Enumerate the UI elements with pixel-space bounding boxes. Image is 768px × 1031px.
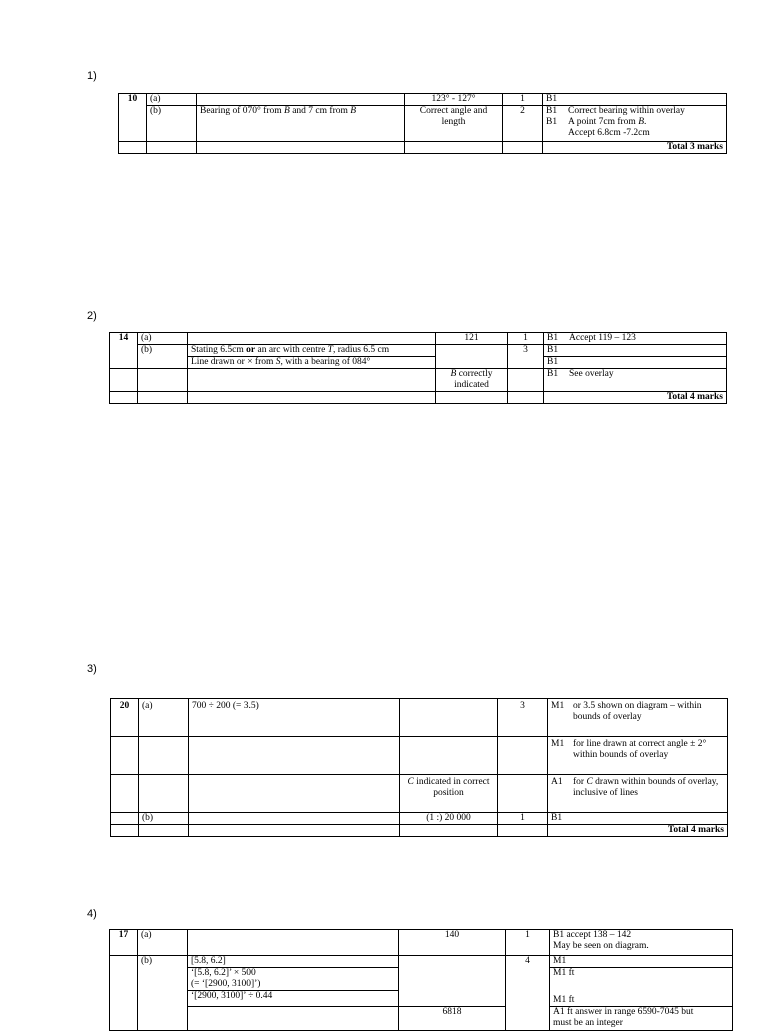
note-text: must be an integer — [553, 1017, 623, 1028]
point-label-s: S — [275, 356, 281, 367]
empty-cell — [188, 1006, 399, 1030]
mark-code: B1 — [547, 345, 559, 355]
empty-cell — [111, 775, 139, 813]
point-label-b: B — [350, 105, 357, 116]
point-label-c: C — [586, 777, 593, 787]
notes-cell — [548, 775, 728, 813]
mark-cell — [508, 356, 544, 368]
notes-cell — [548, 737, 728, 775]
note-text: A1 ft answer in range 6590-7045 but — [553, 1006, 694, 1017]
mark-scheme-table-4 — [109, 929, 733, 1031]
empty-cell — [147, 141, 197, 153]
mark-scheme-table-3 — [110, 698, 728, 837]
empty-cell — [110, 956, 138, 968]
empty-cell — [197, 141, 405, 153]
part-label: (b) — [147, 105, 197, 141]
empty-cell — [399, 990, 506, 1006]
mark-code: B1 — [546, 116, 558, 127]
point-label-b: B — [284, 105, 290, 116]
empty-cell — [138, 967, 188, 990]
empty-cell — [138, 1006, 188, 1030]
working-text: ‘[5.8, 6.2]’ × 500 — [191, 967, 256, 978]
notes-cell: M1 — [550, 956, 733, 968]
answer-cell — [400, 699, 498, 737]
mark-scheme-table-2 — [109, 332, 727, 404]
notes-cell — [544, 345, 727, 357]
note-text: Accept 119 – 123 — [569, 333, 636, 343]
answer-cell: 140 — [399, 930, 506, 956]
answer-cell: 6818 — [399, 1006, 506, 1030]
empty-cell — [111, 737, 139, 775]
working-cell — [197, 94, 405, 106]
answer-cell: Correct angle and length — [405, 105, 503, 141]
empty-cell — [110, 1006, 138, 1030]
mark-code: B1 — [546, 94, 558, 104]
working-text: an arc with centre — [255, 345, 328, 355]
total-marks: Total 4 marks — [544, 391, 727, 403]
empty-cell — [139, 737, 189, 775]
mark-code: B1 — [547, 368, 559, 379]
empty-cell — [138, 990, 188, 1006]
question-number-cell — [110, 345, 138, 357]
empty-cell — [436, 391, 508, 403]
empty-cell — [110, 368, 138, 391]
empty-cell — [110, 967, 138, 990]
total-marks: Total 4 marks — [548, 825, 728, 837]
question-number-cell — [119, 105, 147, 141]
note-text: A point 7cm from — [568, 116, 639, 127]
note-text: M1 ft — [553, 994, 575, 1005]
notes-cell — [543, 105, 727, 141]
working-text: Stating 6.5cm — [191, 345, 247, 355]
empty-cell — [110, 391, 138, 403]
empty-cell — [189, 825, 400, 837]
question-label-4: 4) — [87, 908, 97, 920]
empty-cell — [189, 775, 400, 813]
empty-cell — [139, 775, 189, 813]
mark-cell: 3 — [508, 345, 544, 357]
empty-cell — [508, 391, 544, 403]
working-text: Bearing of 070° from — [200, 105, 285, 116]
answer-cell: 123° - 127° — [405, 94, 503, 106]
working-cell — [188, 930, 399, 956]
empty-cell — [506, 967, 550, 990]
empty-cell — [405, 141, 503, 153]
empty-cell — [111, 825, 139, 837]
note-text: Correct bearing within overlay — [568, 105, 685, 116]
notes-cell — [548, 699, 728, 737]
note-text: for — [573, 777, 587, 787]
answer-text: correctly indicated — [454, 368, 493, 390]
notes-cell — [550, 1006, 733, 1030]
mark-code: A1 — [551, 777, 563, 787]
empty-cell — [498, 825, 548, 837]
note-text — [573, 777, 724, 799]
mark-cell: 1 — [503, 94, 543, 106]
part-label: (a) — [139, 699, 189, 737]
point-label-t: T — [327, 345, 333, 355]
notes-cell — [548, 813, 728, 825]
working-text: Line drawn or × from — [191, 356, 276, 367]
notes-cell — [550, 990, 733, 1006]
mark-code: B1 — [547, 333, 559, 343]
point-label-c: C — [407, 777, 414, 787]
notes-cell — [544, 368, 727, 391]
empty-cell — [506, 1006, 550, 1030]
empty-cell — [188, 368, 436, 391]
working-cell — [188, 333, 436, 345]
part-label: (b) — [139, 813, 189, 825]
total-marks: Total 3 marks — [543, 141, 727, 153]
mark-cell: 1 — [506, 930, 550, 956]
question-number-cell — [110, 356, 138, 368]
answer-cell — [436, 356, 508, 368]
answer-cell: (1 :) 20 000 — [400, 813, 498, 825]
note-text: B1 accept 138 – 142 — [553, 930, 632, 940]
question-label-3: 3) — [87, 663, 97, 675]
question-number: 17 — [110, 930, 138, 956]
empty-cell — [111, 813, 139, 825]
note-text: Accept 6.8cm -7.2cm — [568, 127, 650, 138]
working-cell — [188, 345, 436, 357]
mark-code: B1 — [546, 105, 558, 116]
note-text: See overlay — [569, 368, 614, 379]
note-text: May be seen on diagram. — [553, 940, 649, 951]
empty-cell — [110, 990, 138, 1006]
mark-cell: 3 — [498, 699, 548, 737]
empty-cell — [189, 737, 400, 775]
question-number: 20 — [111, 699, 139, 737]
working-cell: ‘[2900, 3100]’ ÷ 0.44 — [188, 990, 399, 1006]
part-label-cell — [138, 356, 188, 368]
empty-cell — [400, 825, 498, 837]
mark-cell: 1 — [508, 333, 544, 345]
mark-code: B1 — [551, 813, 563, 823]
empty-cell — [399, 967, 506, 990]
empty-cell — [506, 990, 550, 1006]
working-text: , with a bearing of 084° — [280, 356, 371, 367]
part-label: (a) — [138, 930, 188, 956]
point-label-b: B — [450, 368, 457, 379]
question-label-2: 2) — [87, 310, 97, 322]
part-label: (a) — [138, 333, 188, 345]
empty-cell — [400, 737, 498, 775]
note-text: or 3.5 shown on diagram – within bounds of overlay — [573, 701, 702, 722]
notes-cell — [543, 94, 727, 106]
part-label: (b) — [138, 345, 188, 357]
empty-cell — [138, 368, 188, 391]
empty-cell — [498, 737, 548, 775]
answer-cell — [436, 345, 508, 357]
mark-scheme-table-1 — [118, 93, 727, 154]
point-label-b: B — [638, 116, 645, 127]
working-cell — [188, 967, 399, 990]
notes-cell — [550, 930, 733, 956]
note-text: for line drawn at correct angle ± 2° within bounds of overlay — [573, 739, 707, 760]
working-cell — [188, 356, 436, 368]
answer-cell — [436, 368, 508, 391]
part-label: (a) — [147, 94, 197, 106]
notes-cell: M1 ft — [550, 967, 733, 990]
working-text: and 7 cm from — [289, 105, 351, 116]
working-cell: 700 ÷ 200 (= 3.5) — [189, 699, 400, 737]
mark-code: M1 — [551, 701, 565, 711]
question-number: 14 — [110, 333, 138, 345]
empty-cell — [508, 368, 544, 391]
question-number: 10 — [119, 94, 147, 106]
working-cell — [189, 813, 400, 825]
empty-cell — [139, 825, 189, 837]
empty-cell — [498, 775, 548, 813]
empty-cell — [188, 391, 436, 403]
empty-cell — [119, 141, 147, 153]
notes-cell — [544, 333, 727, 345]
mark-cell: 4 — [506, 956, 550, 968]
answer-text: indicated in correct position — [413, 777, 490, 798]
working-text-bold: or — [246, 345, 256, 355]
mark-code: M1 — [551, 739, 565, 749]
notes-cell — [544, 356, 727, 368]
working-cell — [197, 105, 405, 141]
mark-cell: 1 — [498, 813, 548, 825]
empty-cell — [503, 141, 543, 153]
answer-cell: 121 — [436, 333, 508, 345]
empty-cell — [138, 391, 188, 403]
answer-cell — [400, 775, 498, 813]
note-text: drawn within bounds of overlay, inclusive of lines — [573, 777, 719, 798]
working-text: (= ‘[2900, 3100]’) — [191, 978, 261, 989]
working-text: , radius 6.5 cm — [332, 345, 390, 355]
part-label: (b) — [138, 956, 188, 968]
working-cell: [5.8, 6.2] — [188, 956, 399, 968]
question-label-1: 1) — [87, 70, 97, 82]
mark-code: B1 — [547, 356, 559, 367]
note-text: . — [644, 116, 647, 127]
mark-cell: 2 — [503, 105, 543, 141]
answer-cell — [399, 956, 506, 968]
